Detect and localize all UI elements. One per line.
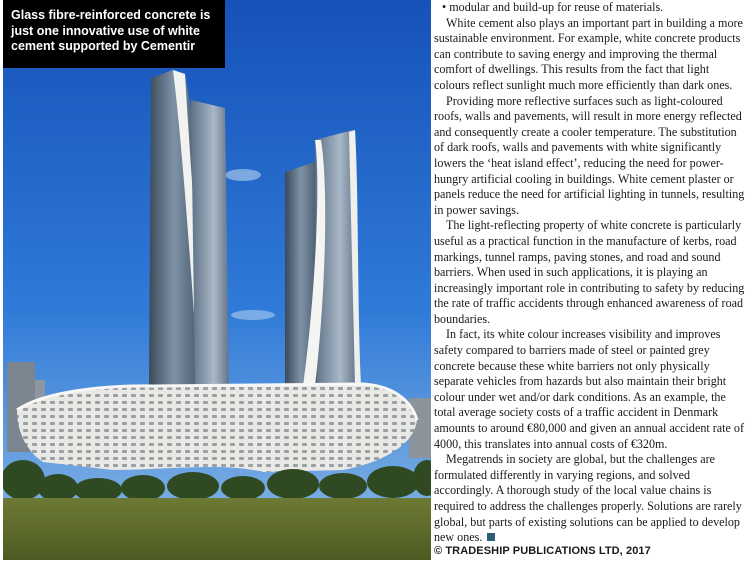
towers-photo-illustration xyxy=(3,0,431,560)
article-body xyxy=(434,0,746,546)
paragraph-text: Megatrends in society are global, but the challenges are formulated differently in varying regions, and solved accordingly. A thorough study of the local value chains is required to address the challenges properly. Solutions are rarely global, but parts of existing solutions can be applied to develop new ones. xyxy=(434,452,742,545)
copyright-notice: © TRADESHIP PUBLICATIONS LTD, 2017 xyxy=(434,545,651,557)
paragraph: In fact, its white colour increases visibility and improves safety compared to barriers made of steel or painted grey concrete because these white barriers not only physically separate vehicles from hazards but also maintain their bright colour under wet and/or dark conditions. As an example, the total average society costs of a traffic accident in Denmark amounts to around €80,000 and given an annual accident rate of 4000, this translates into annual costs of €320m. xyxy=(434,327,744,451)
paragraph: The light-reflecting property of white concrete is particularly useful as a practical function in the manufacture of kerbs, road markings, tunnel ramps, paving stones, and road and sound barriers. When used in such applications, it is playing an increasingly important role in contributing to safety by reducing the rate of traffic accidents through enhanced awareness of road boundaries. xyxy=(434,218,745,326)
paragraph: Providing more reflective surfaces such as light-coloured roofs, walls and pavements, will result in more energy reflected and consequently create a cooler temperature. The substitution of dark roofs, walls and pavements with white significantly lowers the ‘heat island effect’, reducing the need for power-hungry artificial cooling in buildings. White cement plaster or panels reduce the need for artificial lighting in tunnels, resulting in power savings. xyxy=(434,93,745,217)
bullet-line: • modular and build-up for reuse of materials. xyxy=(442,0,664,14)
article-photo xyxy=(3,0,431,560)
end-of-article-square-icon xyxy=(487,533,495,541)
paragraph-last xyxy=(434,452,746,546)
grass xyxy=(3,498,431,560)
paragraph: White cement also plays an important part in building a more sustainable environment. For example, white concrete products can contribute to saving energy and improving the thermal comfort of dwellings. This results from the fact that light colours reflect sunlight much more efficiently than dark ones. xyxy=(434,15,743,92)
photo-caption: Glass fibre-reinforced concrete is just one innovative use of white cement supported by Cementir xyxy=(3,0,225,68)
lattice-podium xyxy=(17,384,417,472)
mid-tower xyxy=(191,100,229,386)
